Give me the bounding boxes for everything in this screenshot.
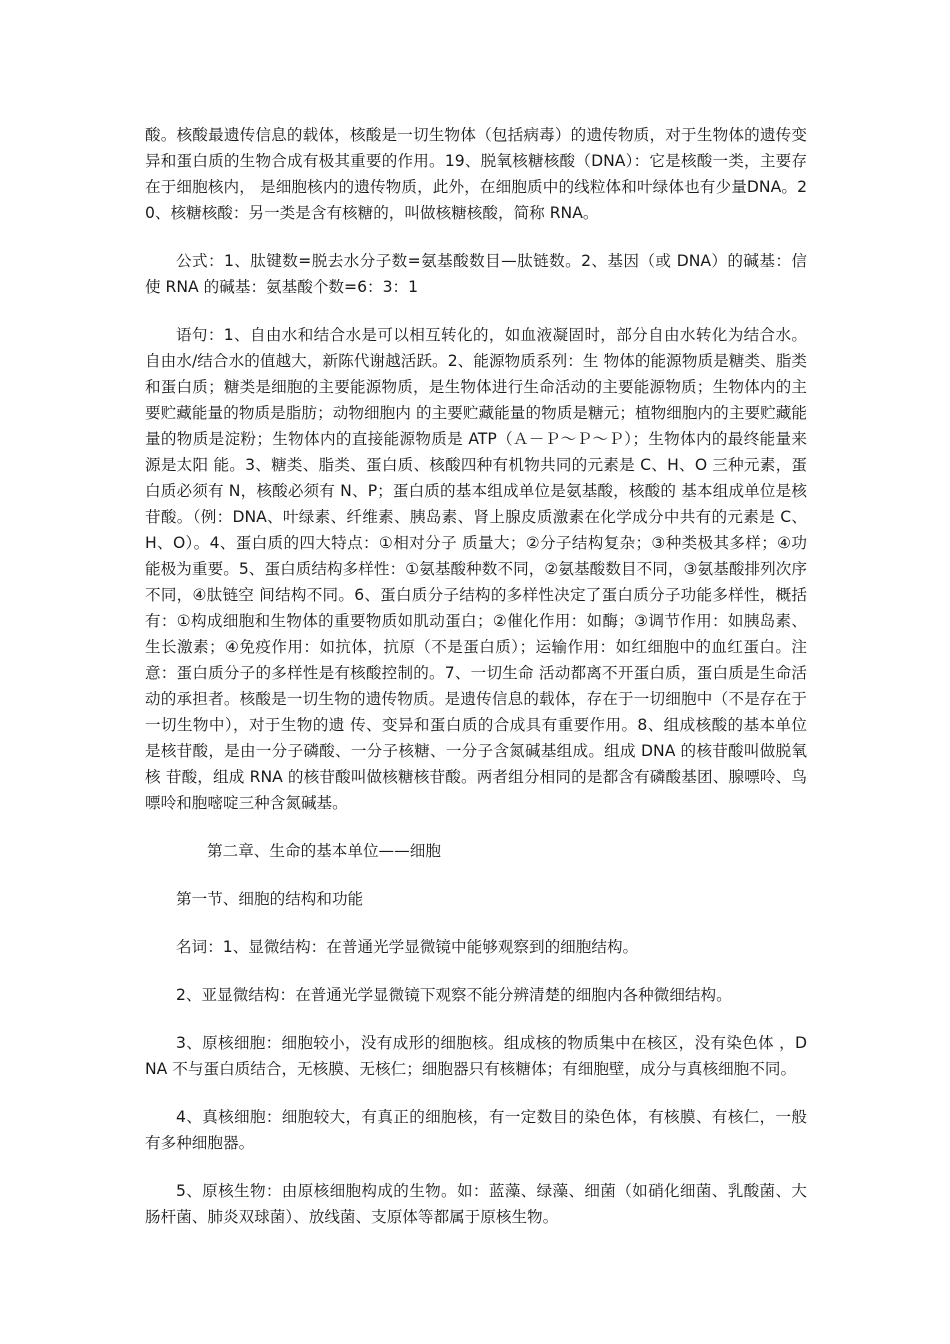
term-eukaryotic-cell: 4、真核细胞：细胞较大，有真正的细胞核，有一定数目的染色体，有核膜、有核仁，一般有多种细胞器。 — [145, 1108, 807, 1152]
term-prokaryotic-cell: 3、原核细胞：细胞较小，没有成形的细胞核。组成核的物质集中在核区，没有染色体 ，DNA 不与蛋白质结合，无核膜、无核仁；细胞器只有核糖体；有细胞壁，成分与真核细胞不同。 — [145, 1034, 807, 1078]
paragraph-sentences: 语句：1、自由水和结合水是可以相互转化的，如血液凝固时，部分自由水转化为结合水。自由水/结合水的值越大，新陈代谢越活跃。2、能源物质系列：生 物体的能源物质是糖类、脂类和蛋白质；糖类是细胞的主要能源物质，是生物体进行生命活动的主要能源物质；生物体内的主要贮藏能量的物质是脂肪；动物细胞内 的主要贮藏能量的物质是糖元；植物细胞内的主要贮藏能量的物质是淀粉；生物体内的直接能源物质是 ATP（Ａ－Ｐ～Ｐ～Ｐ）；生物体内的最终能量来源是太阳 能。3、糖类、脂类、蛋白质、核酸四种有机物共同的元素是 C、H、O 三种元素，蛋白质必须有 N，核酸必须有 N、P；蛋白质的基本组成单位是氨基酸，核酸的 基本组成单位是核苷酸。（例：DNA、叶绿素、纤维素、胰岛素、肾上腺皮质激素在化学成分中共有的元素是 C、H、O）。4、蛋白质的四大特点：①相对分子 质量大；②分子结构复杂；③种类极其多样；④功能极为重要。5、蛋白质结构多样性：①氨基酸种数不同，②氨基酸数目不同，③氨基酸排列次序不同，④肽链空 间结构不同。6、蛋白质分子结构的多样性决定了蛋白质分子功能多样性，概括有：①构成细胞和生物体的重要物质如肌动蛋白；②催化作用：如酶；③调节作用：如胰岛素、生长激素；④免疫作用：如抗体，抗原（不是蛋白质）；运输作用：如红细胞中的血红蛋白。注意：蛋白质分子的多样性是有核酸控制的。7、一切生命 活动都离不开蛋白质，蛋白质是生命活动的承担者。核酸是一切生物的遗传物质。是遗传信息的载体，存在于一切细胞中（不是存在于一切生物中），对于生物的遗 传、变异和蛋白质的合成具有重要作用。8、组成核酸的基本单位是核苷酸，是由一分子磷酸、一分子核糖、一分子含氮碱基组成。组成 DNA 的核苷酸叫做脱氧核 苷酸，组成 RNA 的核苷酸叫做核糖核苷酸。两者组分相同的是都含有磷酸基团、腺嘌呤、鸟嘌呤和胞嘧啶三种含氮碱基。 — [145, 326, 807, 812]
paragraph-nucleic-acid-intro: 酸。核酸最遗传信息的载体，核酸是一切生物体（包括病毒）的遗传物质，对于生物体的遗传变异和蛋白质的生物合成有极其重要的作用。19、脱氧核糖核酸（DNA）：它是核酸一类，主要存在于细胞核内， 是细胞核内的遗传物质，此外，在细胞质中的线粒体和叶绿体也有少量DNA。20、核糖核酸：另一类是含有核糖的，叫做核糖核酸，简称 RNA。 — [145, 126, 807, 222]
document-body — [145, 122, 807, 1230]
chapter-title: 第二章、生命的基本单位——细胞 — [207, 842, 441, 860]
term-microstructure: 名词：1、显微结构：在普通光学显微镜中能够观察到的细胞结构。 — [176, 938, 639, 956]
term-prokaryote: 5、原核生物：由原核细胞构成的生物。如：蓝藻、绿藻、细菌（如硝化细菌、乳酸菌、大肠杆菌、肺炎双球菌）、放线菌、支原体等都属于原核生物。 — [145, 1182, 807, 1226]
section-title: 第一节、细胞的结构和功能 — [176, 890, 364, 908]
term-submicrostructure: 2、亚显微结构：在普通光学显微镜下观察不能分辨清楚的细胞内各种微细结构。 — [176, 986, 732, 1004]
paragraph-formula: 公式：1、肽键数=脱去水分子数=氨基酸数目—肽链数。2、基因（或 DNA）的碱基：信使 RNA 的碱基：氨基酸个数=6：3：1 — [145, 252, 807, 296]
